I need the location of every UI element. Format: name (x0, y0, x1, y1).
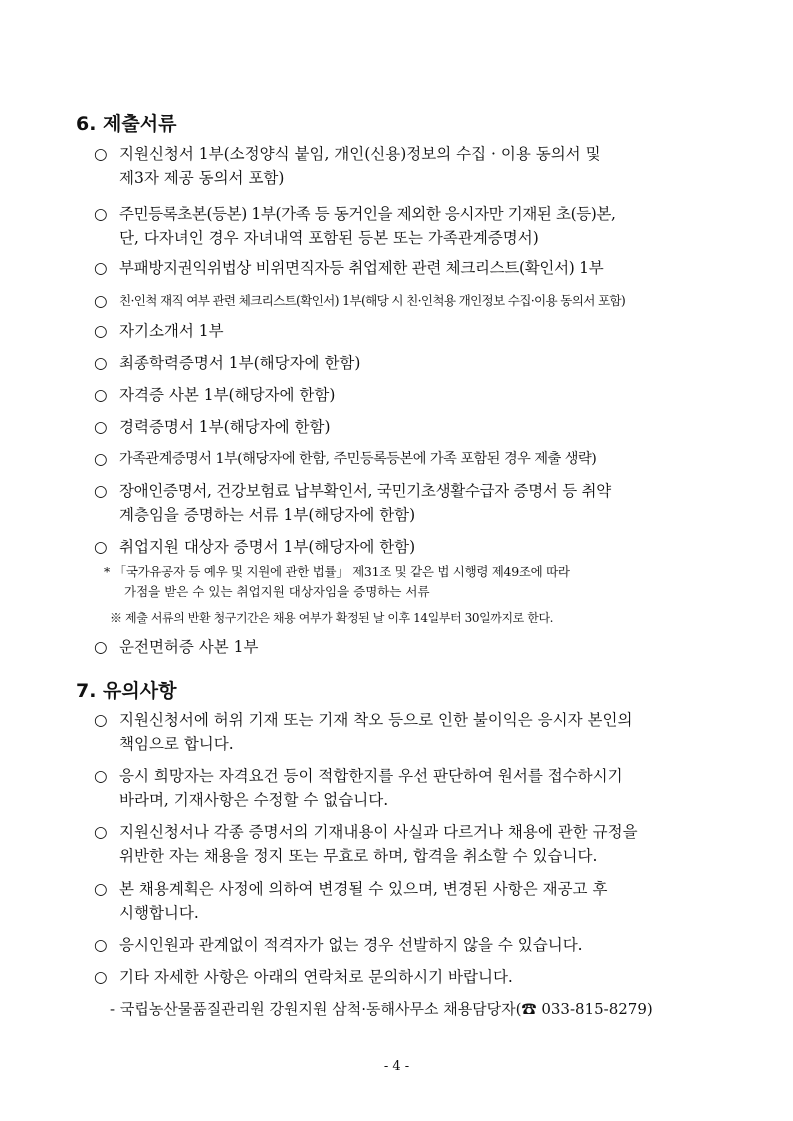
contact-suffix: ) (646, 1000, 653, 1018)
list-item-line: 응시 희망자는 자격요건 등이 적합한지를 우선 판단하여 원서를 접수하시기 (119, 767, 623, 785)
list-item-line: 부패방지권익위법상 비위면직자등 취업제한 관련 체크리스트(확인서) 1부 (119, 259, 604, 277)
circle-bullet-icon: ○ (94, 482, 108, 500)
list-item (94, 933, 724, 957)
list-item (94, 447, 724, 471)
list-item-line: 책임으로 합니다. (119, 735, 234, 753)
list-item-line: 바라며, 기재사항은 수정할 수 없습니다. (119, 791, 389, 809)
list-item (94, 635, 724, 659)
list-item (94, 479, 724, 527)
circle-bullet-icon: ○ (94, 880, 108, 898)
list-item-line: 최종학력증명서 1부(해당자에 한함) (119, 354, 361, 372)
list-item-line: 자기소개서 1부 (119, 322, 224, 340)
list-item (94, 877, 724, 925)
list-item (94, 256, 724, 280)
list-item-line: 시행합니다. (119, 904, 199, 922)
list-item (94, 202, 724, 250)
list-item-line: 주민등록초본(등본) 1부(가족 등 동거인을 제외한 응시자만 기재된 초(등)본, (119, 205, 616, 223)
circle-bullet-icon: ○ (94, 292, 108, 310)
circle-bullet-icon: ○ (94, 538, 108, 556)
circle-bullet-icon: ○ (94, 259, 108, 277)
circle-bullet-icon: ○ (94, 968, 108, 986)
list-item (94, 351, 724, 375)
circle-bullet-icon: ○ (94, 450, 108, 468)
list-item-line: 지원신청서나 각종 증명서의 기재내용이 사실과 다르거나 채용에 관한 규정을 (119, 823, 638, 841)
list-item (94, 708, 724, 756)
circle-bullet-icon: ○ (94, 638, 108, 656)
circle-bullet-icon: ○ (94, 823, 108, 841)
list-item (94, 415, 724, 439)
list-item-line: 자격증 사본 1부(해당자에 한함) (119, 386, 336, 404)
list-item-line: 기타 자세한 사항은 아래의 연락처로 문의하시기 바랍니다. (119, 968, 513, 986)
list-item-line: 응시인원과 관계없이 적격자가 없는 경우 선발하지 않을 수 있습니다. (119, 936, 583, 954)
list-item-line: 운전면허증 사본 1부 (119, 638, 259, 656)
list-item-line: 경력증명서 1부(해당자에 한함) (119, 418, 331, 436)
circle-bullet-icon: ○ (94, 711, 108, 729)
list-item (94, 142, 724, 190)
list-item (94, 764, 724, 812)
circle-bullet-icon: ○ (94, 354, 108, 372)
circle-bullet-icon: ○ (94, 418, 108, 436)
section-heading-documents: 6. 제출서류 (76, 113, 177, 135)
footnote-line: 가점을 받은 수 있는 취업지원 대상자임을 증명하는 서류 (124, 584, 430, 599)
list-item-line: 위반한 자는 채용을 정지 또는 무효로 하며, 합격을 취소할 수 있습니다. (119, 847, 598, 865)
list-item (94, 383, 724, 407)
list-item-line: 단, 다자녀인 경우 자녀내역 포함된 등본 또는 가족관계증명서) (119, 229, 539, 247)
list-item-line: 제3자 제공 동의서 포함) (119, 169, 285, 187)
footnote-line: * 「국가유공자 등 예우 및 지원에 관한 법률」 제31조 및 같은 법 시행령 제49조에 따라 (104, 564, 570, 579)
circle-bullet-icon: ○ (94, 767, 108, 785)
list-item-line: 장애인증명서, 건강보험료 납부확인서, 국민기초생활수급자 증명서 등 취약 (119, 482, 611, 500)
list-item (94, 319, 724, 343)
contact-prefix: - 국립농산물품질관리원 강원지원 삼척·동해사무소 채용담당자( (110, 1000, 522, 1018)
list-item (94, 289, 724, 313)
list-item-line: 지원신청서 1부(소정양식 붙임, 개인(신용)정보의 수집 · 이용 동의서 및 (119, 145, 601, 163)
list-item-line: 지원신청서에 허위 기재 또는 기재 착오 등으로 인한 불이익은 응시자 본인의 (119, 711, 633, 729)
section-heading-notes: 7. 유의사항 (76, 680, 177, 702)
contact-line (110, 998, 653, 1019)
list-item-line: 계층임을 증명하는 서류 1부(해당자에 한함) (119, 506, 416, 524)
remark-note: ※ 제출 서류의 반환 청구기간은 채용 여부가 확정된 날 이후 14일부터 30일까지로 한다. (110, 611, 554, 625)
circle-bullet-icon: ○ (94, 145, 108, 163)
phone-icon: ☎ (521, 1000, 537, 1018)
page-number: - 4 - (383, 1059, 410, 1074)
list-item-line: 가족관계증명서 1부(해당자에 한함, 주민등록등본에 가족 포함된 경우 제출 생략) (119, 451, 597, 467)
contact-phone: 033-815-8279 (541, 1000, 647, 1018)
list-item (94, 820, 724, 868)
circle-bullet-icon: ○ (94, 322, 108, 340)
circle-bullet-icon: ○ (94, 936, 108, 954)
circle-bullet-icon: ○ (94, 205, 108, 223)
list-item (94, 965, 724, 989)
list-item-line: 취업지원 대상자 증명서 1부(해당자에 한함) (119, 538, 416, 556)
list-item (94, 535, 724, 559)
circle-bullet-icon: ○ (94, 386, 108, 404)
list-item-line: 본 채용계획은 사정에 의하여 변경될 수 있으며, 변경된 사항은 재공고 후 (119, 880, 608, 898)
list-item-line: 친·인척 재직 여부 관련 체크리스트(확인서) 1부(해당 시 친·인척용 개인정보 수집·이용 동의서 포함) (119, 293, 626, 308)
